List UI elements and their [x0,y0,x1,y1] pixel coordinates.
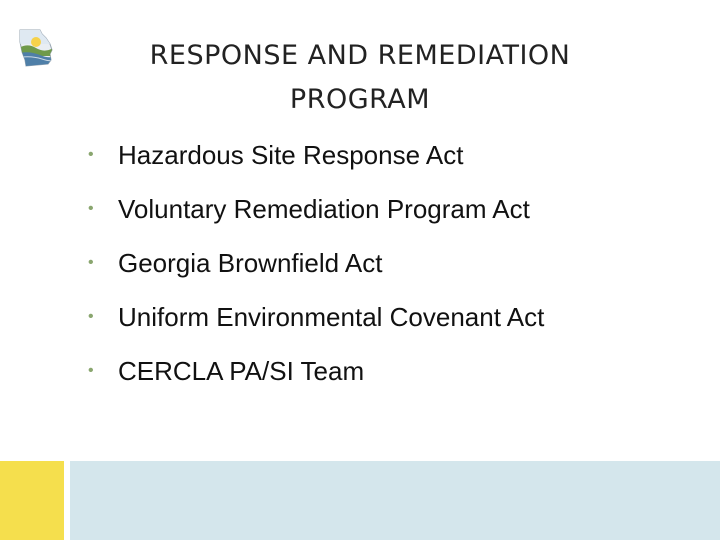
bullet-dot-icon: • [88,146,94,163]
bullet-text: Uniform Environmental Covenant Act [118,302,545,332]
bullet-dot-icon: • [88,200,94,217]
bullet-dot-icon: • [88,362,94,379]
list-item [88,290,544,344]
bullet-list [88,128,544,398]
bullet-text: Georgia Brownfield Act [118,248,383,278]
bullet-text: Hazardous Site Response Act [118,140,464,170]
footer-yellow-accent [0,461,64,540]
bullet-dot-icon: • [88,308,94,325]
list-item [88,128,544,182]
georgia-state-logo-icon [12,24,60,72]
bullet-text: CERCLA PA/SI Team [118,356,365,386]
list-item [88,344,544,398]
title-line-1: RESPONSE AND REMEDIATION [149,40,571,71]
list-item [88,182,544,236]
list-item [88,236,544,290]
bullet-text: Voluntary Remediation Program Act [118,194,530,224]
title-line-2: PROGRAM [289,84,431,115]
footer-blue-accent [70,461,720,540]
bullet-dot-icon: • [88,254,94,271]
page-title [60,34,660,122]
